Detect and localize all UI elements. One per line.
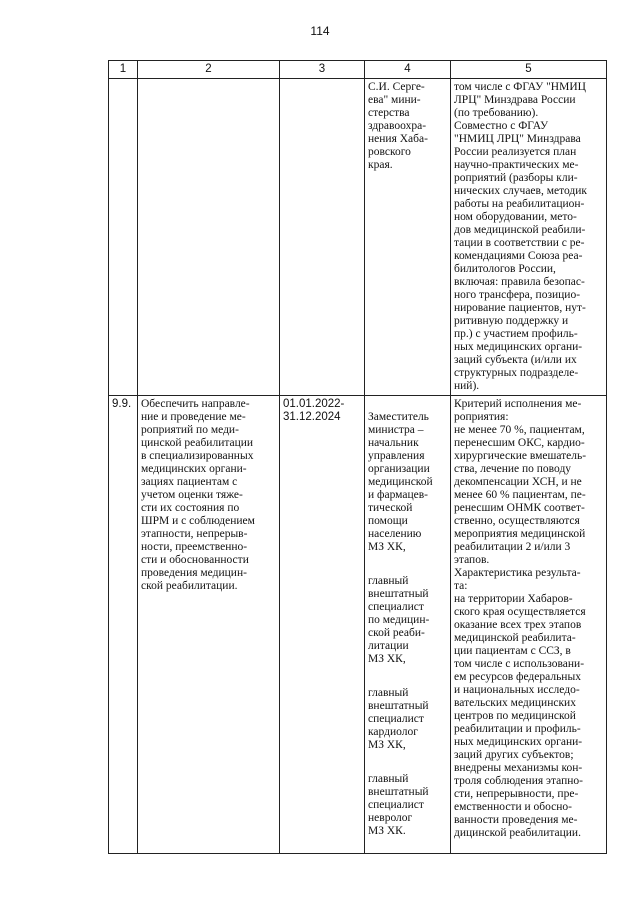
cell-measure: Обеспечить направле- ние и проведение ме- роприятий по меди- цинской реабилитации в специализированных медицинских органи- зациях пациентам с учетом оценки тяже- сти их состояния по ШРМ и с соблюдением этапности, непрерыв- ности, преемственно- сти и обоснованности проведения медицин- ской реабилитации. <box>138 396 280 854</box>
cell-result: том числе с ФГАУ "НМИЦ ЛРЦ" Минздрава России (по требованию). Совместно с ФГАУ "НМИЦ ЛРЦ" Минздрава России реализуется план научно-практических ме- роприятий (разборы кли- нических случаев, методик работы на реабилитацион- ном оборудовании, мето- дов медицинской реабили- тации в соответствии с ре- комендациями Союза реа- билитологов России, включая: правила безопас- ного трансфера, позицио- нирование пациентов, нут- ритивную поддержку и пр.) с участием профиль- ных медицинских органи- заций субъекта (и/или их структурных подразделе- ний). <box>451 79 607 396</box>
responsible-person: главный внештатный специалист по медицин- ской реаби- литации МЗ ХК, <box>368 575 430 665</box>
page-number: 114 <box>310 24 330 38</box>
measures-table <box>108 60 607 854</box>
column-number-row <box>109 61 607 79</box>
column-header-4: 4 <box>365 61 451 79</box>
cell-item-number: 9.9. <box>109 396 138 854</box>
cell-item-number <box>109 79 138 396</box>
cell-result: Критерий исполнения ме- роприятия: не менее 70 %, пациентам, перенесшим ОКС, кардио- хирургические вмешатель- ства, лечение по поводу декомпенсации ХСН, и не менее 60 % пациентам, пе- ренесшим ОНМК соответ- ственно, осуществляются мероприятия медицинской реабилитации 2 и/или 3 этапов. Характеристика результа- та: на территории Хабаров- ского края осуществляется оказание всех трех этапов медицинской реабилита- ции пациентам с ССЗ, в том числе с использовани- ем ресурсов федеральных и национальных исследо- вательских медицинских центров по медицинской реабилитации и профиль- ных медицинских органи- заций других субъектов; внедрены механизмы кон- троля соблюдения этапно- сти, непрерывности, пре- емственности и обосно- ванности проведения ме- дицинской реабилитации. <box>451 396 607 854</box>
responsible-person: главный внештатный специалист невролог МЗ ХК. <box>368 773 429 837</box>
table-row <box>109 79 607 396</box>
cell-period: 01.01.2022- 31.12.2024 <box>280 396 365 854</box>
table-row <box>109 396 607 854</box>
cell-responsible <box>365 396 451 854</box>
responsible-person: Заместитель министра – начальник управления организации медицинской и фармацев- тической помощи населению МЗ ХК, <box>368 411 433 553</box>
responsible-person: главный внештатный специалист кардиолог МЗ ХК, <box>368 687 429 751</box>
cell-responsible: С.И. Серге- ева" мини- стерства здравоохра- нения Хаба- ровского края. <box>365 79 451 396</box>
column-header-5: 5 <box>451 61 607 79</box>
column-header-1: 1 <box>109 61 138 79</box>
column-header-3: 3 <box>280 61 365 79</box>
cell-period <box>280 79 365 396</box>
column-header-2: 2 <box>138 61 280 79</box>
cell-measure <box>138 79 280 396</box>
